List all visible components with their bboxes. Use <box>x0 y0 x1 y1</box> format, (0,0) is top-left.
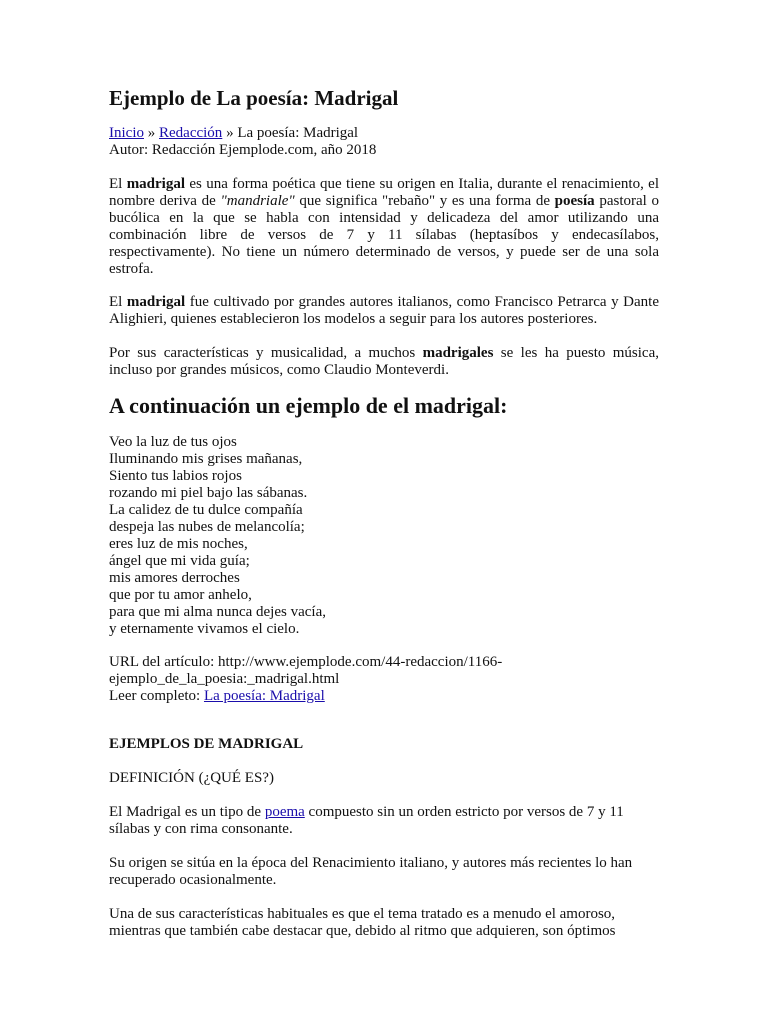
poem-block <box>109 434 659 638</box>
text-run: que significa "rebaño" y es una forma de <box>294 193 555 209</box>
paragraph-music <box>109 345 659 379</box>
poema-link[interactable]: poema <box>264 804 305 820</box>
text-run: pastoral o bucólica en la que se habla con intensidad y delicadeza del amor utilizando una combinación libre de versos de 7 y 11 sílabas (heptasíbos y endecasílabos, respectivamente). No tiene un número determinado de versos, y puede ser de una sola estrofa. <box>109 193 659 277</box>
paragraph-characteristics <box>109 906 659 940</box>
paragraph-authors <box>109 294 659 328</box>
keyword-madrigales: madrigales <box>422 345 494 361</box>
page-title: Ejemplo de La poesía: Madrigal <box>109 86 399 110</box>
keyword-mandriale: "mandriale" <box>220 193 295 209</box>
section-subtitle: A continuación un ejemplo de el madrigal: <box>109 393 508 418</box>
read-more-link[interactable]: La poesía: Madrigal <box>203 688 325 704</box>
paragraph-origin <box>109 855 659 889</box>
text-run: El Madrigal es un tipo de <box>109 804 265 820</box>
text-run: El <box>109 294 127 310</box>
breadcrumb-section-link[interactable]: Redacción <box>159 125 223 141</box>
poem-line: La calidez de tu dulce compañía <box>109 502 303 518</box>
text-run: Por sus características y musicalidad, a muchos <box>109 345 423 361</box>
breadcrumb-current: La poesía: Madrigal <box>237 125 359 141</box>
paragraph-definition <box>109 804 659 838</box>
definition-heading <box>109 770 659 787</box>
breadcrumb <box>109 125 659 142</box>
text-line: sílabas y con rima consonante. <box>109 821 293 837</box>
read-more-line <box>109 688 659 705</box>
poem-line: para que mi alma nunca dejes vacía, <box>109 604 326 620</box>
poem-line: rozando mi piel bajo las sábanas. <box>109 485 308 501</box>
text-run: compuesto sin un orden estricto por versos de 7 y 11 <box>304 804 624 820</box>
breadcrumb-separator: » <box>222 125 238 141</box>
text-line: Su origen se sitúa en la época del Renacimiento italiano, y autores más recientes lo han <box>109 855 633 871</box>
section-heading-text: EJEMPLOS DE MADRIGAL <box>109 736 304 752</box>
text-run: fue cultivado por grandes autores italianos, como Francisco Petrarca y Dante Alighieri, quienes establecieron los modelos a seguir para los autores posteriores. <box>109 294 659 327</box>
poem-line: Iluminando mis grises mañanas, <box>109 451 303 467</box>
poem-line: que por tu amor anhelo, <box>109 587 252 603</box>
text-run: se les ha puesto música, incluso por grandes músicos, como Claudio Monteverdi. <box>109 345 659 378</box>
definition-text: DEFINICIÓN (¿QUÉ ES?) <box>109 770 274 786</box>
keyword-madrigal: madrigal <box>126 294 186 310</box>
poem-line: y eternamente vivamos el cielo. <box>109 621 300 637</box>
keyword-poesia: poesía <box>554 193 595 209</box>
poem-line: Siento tus labios rojos <box>109 468 242 484</box>
url-line: URL del artículo: http://www.ejemplode.com/44-redaccion/1166- <box>109 654 503 670</box>
author-line: Autor: Redacción Ejemplode.com, año 2018 <box>109 142 377 158</box>
poem-line: mis amores derroches <box>109 570 240 586</box>
paragraph-intro <box>109 176 659 278</box>
poem-line: ángel que mi vida guía; <box>109 553 250 569</box>
keyword-madrigal: madrigal <box>126 176 186 192</box>
text-run: El <box>109 176 127 192</box>
read-more-label: Leer completo: <box>109 688 204 704</box>
section-heading <box>109 736 659 753</box>
poem-line: Veo la luz de tus ojos <box>109 434 237 450</box>
text-line: mientras que también cabe destacar que, debido al ritmo que adquieren, son óptimos <box>109 923 616 939</box>
breadcrumb-separator: » <box>144 125 159 141</box>
breadcrumb-home-link[interactable]: Inicio <box>109 125 144 141</box>
url-line: ejemplo_de_la_poesia:_madrigal.html <box>109 671 340 687</box>
text-line: Una de sus características habituales es que el tema tratado es a menudo el amoroso, <box>109 906 616 922</box>
poem-line: eres luz de mis noches, <box>109 536 248 552</box>
text-run: es una forma poética que tiene su origen en Italia, durante el renacimiento, el nombre deriva de <box>109 176 659 209</box>
article-url-block <box>109 654 659 705</box>
text-line: recuperado ocasionalmente. <box>109 872 277 888</box>
meta-block <box>109 125 659 159</box>
poem-line: despeja las nubes de melancolía; <box>109 519 305 535</box>
